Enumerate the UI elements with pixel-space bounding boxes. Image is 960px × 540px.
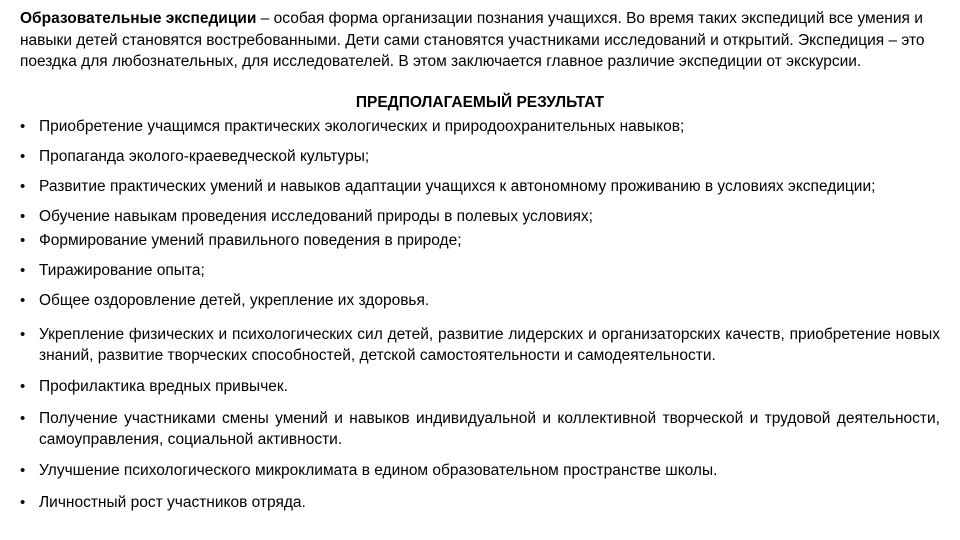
bullet-icon: • [20,232,26,249]
bullet-icon: • [20,118,26,135]
section-heading: ПРЕДПОЛАГАЕМЫЙ РЕЗУЛЬТАТ [355,94,605,111]
list-item-text: Получение участниками смены умений и навыков индивидуальной и коллективной творческой и трудовой деятельности, самоуправления, социальной активности. [39,410,940,448]
intro-text: – особая форма организации познания учащихся. Во время таких экспедиций все умения и навыки детей становятся востребованными. Дети сами становятся участниками исследований и открытий. Экспедиция – это поездка для любознательных, для исследователей. В этом заключается главное различие экспедиции от экскурсии. [20,10,925,70]
list-item-text: Приобретение учащимся практических экологических и природоохранительных навыков; [39,118,685,135]
bullet-icon: • [20,326,26,343]
list-item-text: Формирование умений правильного поведения в природе; [39,232,462,249]
list-item [20,290,940,311]
bullet-icon: • [20,208,26,225]
list-item [20,492,940,513]
list-item [20,230,940,251]
list-item-text: Развитие практических умений и навыков адаптации учащихся к автономному проживанию в условиях экспедиции; [39,178,876,195]
list-item-text: Тиражирование опыта; [39,262,205,279]
list-item [20,146,940,167]
bullet-icon: • [20,410,26,427]
list-item [20,408,940,450]
list-item [20,176,940,197]
list-item-text: Общее оздоровление детей, укрепление их здоровья. [39,292,430,309]
list-item [20,206,940,227]
list-item-text: Пропаганда эколого-краеведческой культуры; [39,148,370,165]
list-item-text: Профилактика вредных привычек. [39,378,288,395]
list-item [20,460,940,481]
list-item-text: Обучение навыкам проведения исследований природы в полевых условиях; [39,208,593,225]
bullet-icon: • [20,494,26,511]
list-item [20,376,940,397]
list-item-text: Улучшение психологического микроклимата в едином образовательном пространстве школы. [39,462,718,479]
list-item-text: Личностный рост участников отряда. [39,494,306,511]
bullet-icon: • [20,378,26,395]
bullet-icon: • [20,178,26,195]
intro-bold-term: Образовательные экспедиции [20,10,257,27]
list-item-text: Укрепление физических и психологических сил детей, развитие лидерских и организаторских качеств, приобретение новых знаний, развитие творческих способностей, детской самостоятельности и самодеятельности. [39,326,940,364]
bullet-icon: • [20,292,26,309]
list-item [20,324,940,366]
bullet-icon: • [20,462,26,479]
bullet-icon: • [20,148,26,165]
list-item [20,260,940,281]
list-item [20,116,940,137]
bullet-icon: • [20,262,26,279]
